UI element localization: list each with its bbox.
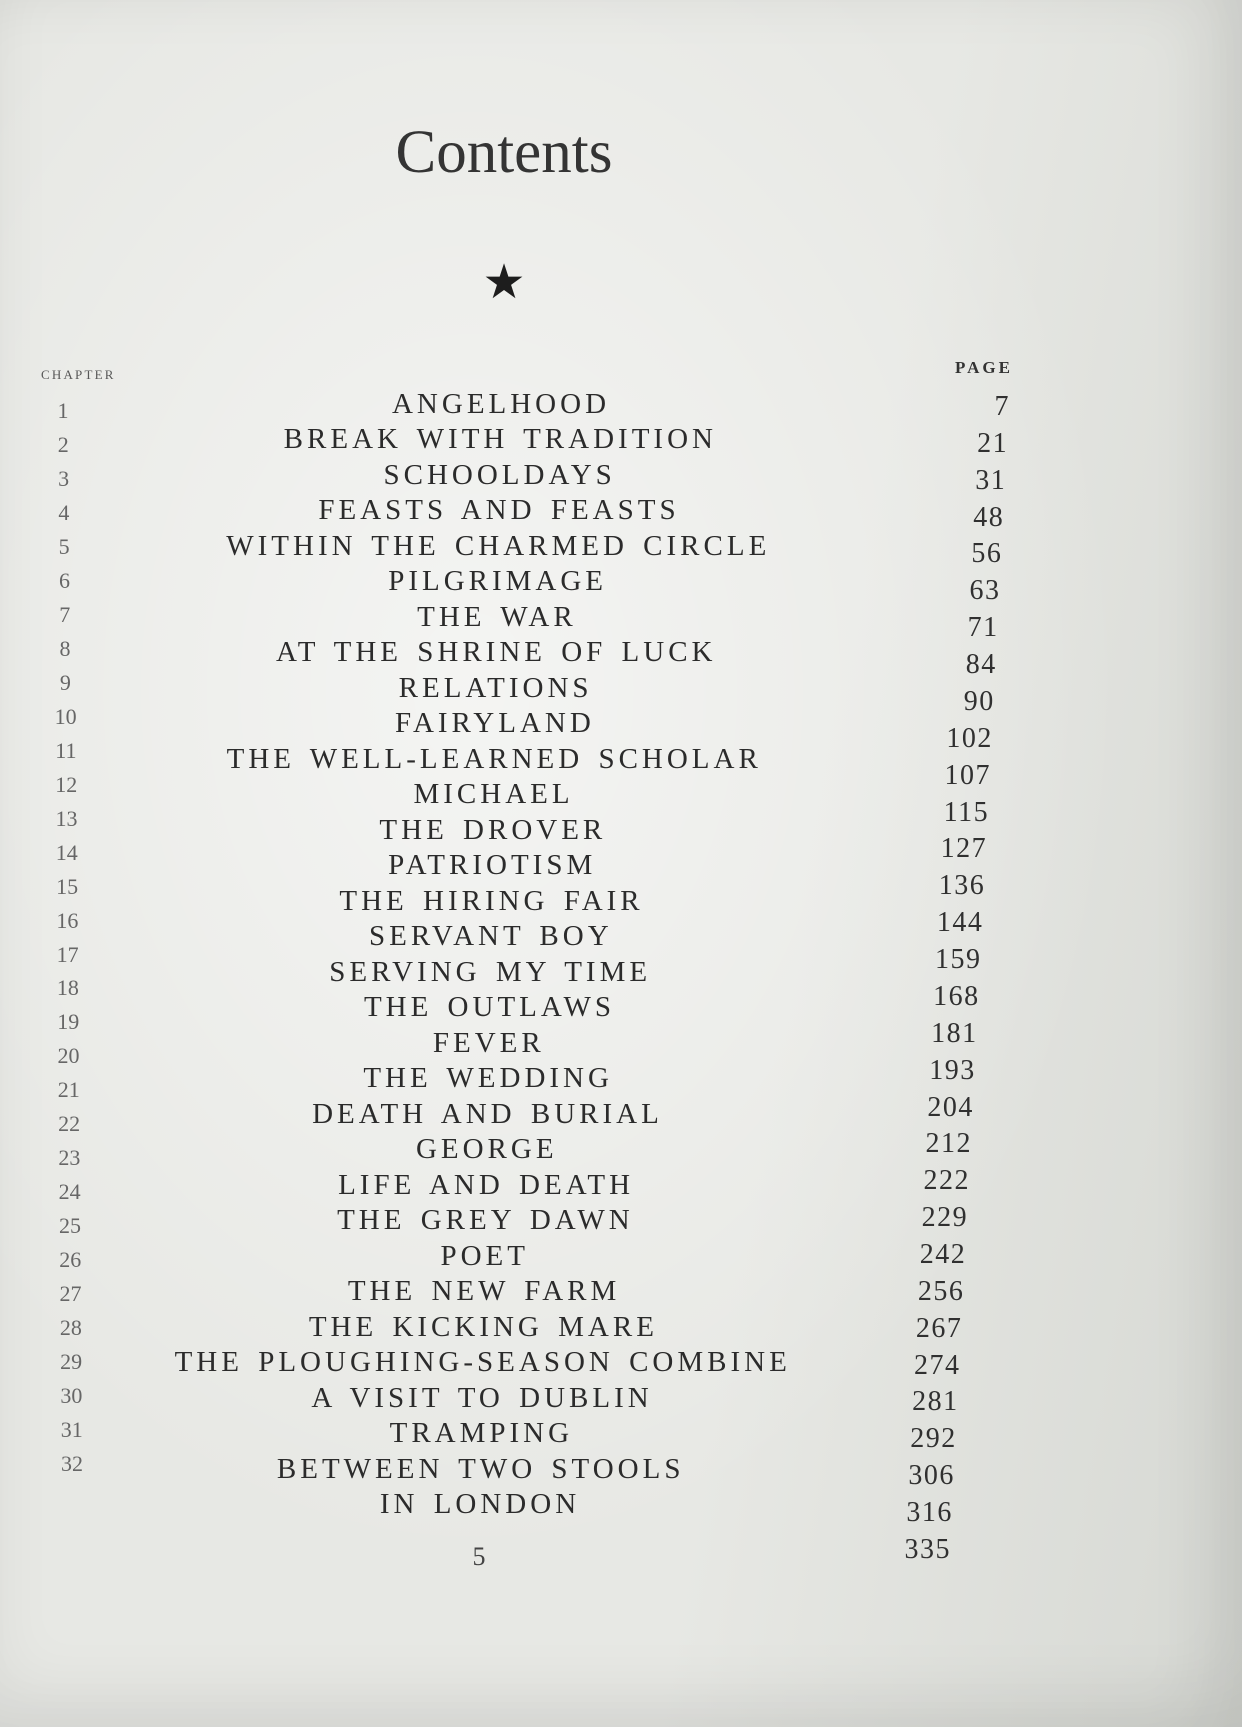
- page-number: 204: [927, 1091, 974, 1123]
- page-number: 90: [963, 685, 995, 717]
- chapter-number: 7: [59, 601, 71, 627]
- page-number: 229: [921, 1202, 969, 1234]
- chapter-number: 1: [57, 398, 69, 423]
- chapter-number: 17: [56, 941, 79, 967]
- chapter-title: GEORGE: [415, 1133, 558, 1165]
- page-number: 181: [931, 1017, 978, 1049]
- chapter-number: 18: [56, 975, 79, 1001]
- chapter-title: BREAK WITH TRADITION: [283, 423, 717, 455]
- chapter-number: 25: [58, 1213, 81, 1239]
- chapter-number: 29: [60, 1349, 83, 1375]
- chapter-number: 2: [57, 431, 69, 457]
- page-number: 56: [971, 538, 1003, 570]
- page-number: 127: [940, 833, 988, 865]
- chapter-title: FEVER: [432, 1026, 545, 1059]
- chapter-number: 6: [58, 567, 70, 593]
- chapter-title: WITHIN THE CHARMED CIRCLE: [226, 529, 771, 562]
- page-number: 212: [925, 1128, 972, 1160]
- chapter-title: RELATIONS: [398, 671, 593, 704]
- chapter-title: THE HIRING FAIR: [339, 884, 644, 917]
- page-number: 274: [914, 1349, 961, 1381]
- page-number: 316: [906, 1497, 953, 1529]
- chapter-number: 16: [56, 907, 79, 933]
- chapter-title: PILGRIMAGE: [388, 565, 608, 597]
- chapter-title: SERVANT BOY: [369, 920, 613, 952]
- chapter-number: 30: [60, 1383, 83, 1409]
- chapter-title: THE PLOUGHING-SEASON COMBINE: [174, 1346, 791, 1378]
- chapter-title: MICHAEL: [413, 778, 574, 810]
- page-number: 84: [965, 649, 997, 681]
- chapter-title: THE NEW FARM: [347, 1275, 621, 1307]
- page-number: 256: [917, 1275, 965, 1307]
- page-number: 115: [943, 796, 990, 828]
- chapter-number: 20: [57, 1043, 80, 1069]
- chapter-number: 21: [57, 1077, 80, 1103]
- chapter-title: AT THE SHRINE OF LUCK: [275, 636, 717, 668]
- chapter-number: 14: [55, 839, 78, 865]
- page-number: 292: [910, 1423, 957, 1455]
- page-number: 193: [929, 1054, 976, 1086]
- chapter-number: 11: [55, 737, 77, 763]
- chapter-column-label: CHAPTER: [41, 367, 116, 382]
- chapter-title: IN LONDON: [379, 1488, 581, 1520]
- chapter-title: ANGELHOOD: [391, 387, 611, 420]
- chapter-number: 24: [58, 1179, 81, 1205]
- chapter-number: 19: [57, 1009, 80, 1035]
- page-number: 48: [973, 501, 1005, 533]
- chapter-title: BETWEEN TWO STOOLS: [276, 1452, 685, 1485]
- chapter-number: 5: [58, 533, 70, 559]
- chapter-number: 23: [58, 1145, 81, 1171]
- chapter-number: 15: [56, 873, 79, 899]
- chapter-number: 9: [59, 669, 71, 695]
- chapter-number: 22: [58, 1111, 81, 1137]
- chapter-number: 31: [60, 1417, 83, 1443]
- page-column-label: PAGE: [955, 358, 1013, 377]
- chapter-number: 32: [61, 1451, 83, 1477]
- chapter-title: FEASTS AND FEASTS: [318, 494, 680, 526]
- page-number: 281: [912, 1386, 959, 1418]
- page-number: 107: [944, 759, 991, 791]
- chapter-number: 27: [59, 1281, 82, 1307]
- chapter-number: 3: [58, 465, 70, 491]
- page-number: 335: [904, 1533, 951, 1565]
- page-number: 63: [969, 575, 1001, 607]
- page-title: Contents: [395, 119, 613, 186]
- page-number: 31: [975, 464, 1007, 496]
- chapter-title: SERVING MY TIME: [329, 955, 652, 988]
- page-number: 159: [934, 944, 982, 976]
- page-number: 222: [923, 1165, 971, 1197]
- chapter-number: 28: [59, 1315, 82, 1341]
- chapter-title: DEATH AND BURIAL: [312, 1097, 663, 1130]
- chapter-title: THE WAR: [417, 600, 577, 633]
- page-number: 168: [933, 980, 980, 1012]
- chapter-title: TRAMPING: [389, 1417, 574, 1449]
- chapter-title: POET: [440, 1239, 529, 1272]
- page-number: 21: [977, 427, 1009, 459]
- chapter-number: 10: [54, 703, 77, 729]
- chapter-title: THE KICKING MARE: [308, 1310, 658, 1343]
- chapter-title: THE GREY DAWN: [337, 1204, 634, 1236]
- chapter-number: 4: [58, 499, 70, 525]
- star-ornament-icon: ★: [482, 254, 526, 310]
- chapter-title: THE DROVER: [379, 813, 607, 846]
- chapter-title: THE OUTLAWS: [363, 991, 615, 1023]
- page-number: 102: [946, 722, 993, 754]
- chapter-number: 12: [55, 771, 78, 797]
- page-number: 7: [994, 391, 1010, 422]
- page-number: 136: [938, 870, 986, 902]
- chapter-title: THE WEDDING: [363, 1062, 613, 1094]
- chapter-title: PATRIOTISM: [388, 849, 597, 881]
- folio-page-number: 5: [472, 1542, 486, 1571]
- page-number: 242: [919, 1239, 967, 1270]
- chapter-title: FAIRYLAND: [394, 707, 595, 739]
- chapter-number: 8: [59, 635, 71, 661]
- chapter-title: LIFE AND DEATH: [338, 1168, 635, 1201]
- chapter-title: A VISIT TO DUBLIN: [311, 1381, 653, 1414]
- page-number: 267: [915, 1312, 963, 1344]
- page-number: 71: [967, 612, 999, 644]
- page-number: 306: [908, 1460, 955, 1492]
- chapter-number: 26: [59, 1247, 82, 1273]
- chapter-title: SCHOOLDAYS: [383, 458, 616, 491]
- chapter-number: 13: [55, 805, 78, 831]
- chapter-title: THE WELL-LEARNED SCHOLAR: [226, 742, 762, 775]
- page-number: 144: [936, 907, 984, 939]
